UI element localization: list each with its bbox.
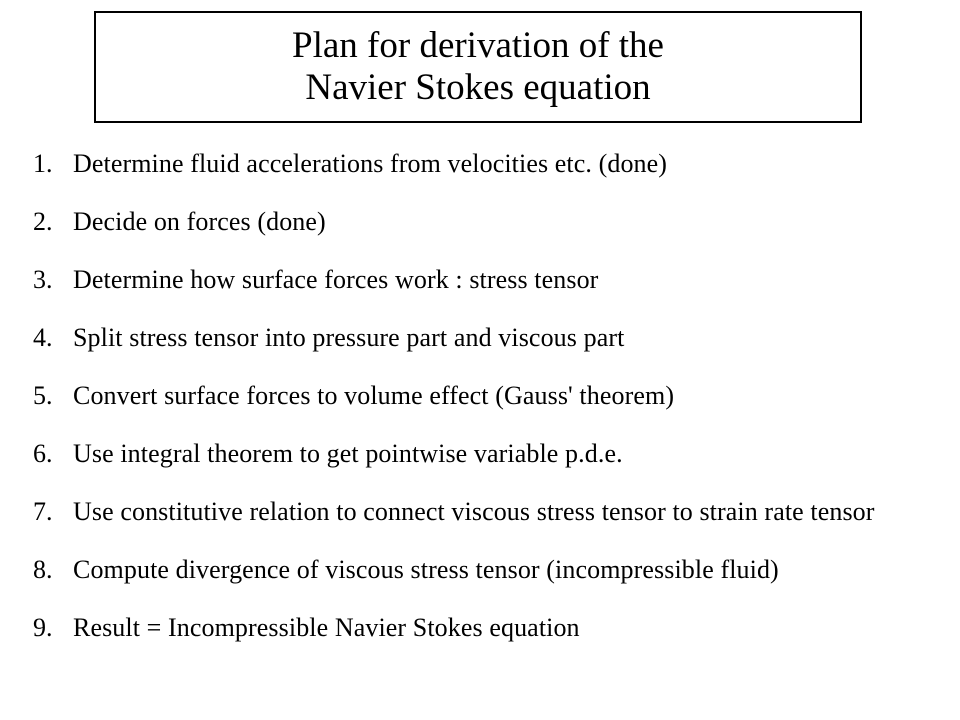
- step-item-8: [33, 555, 953, 584]
- step-number: 4.: [33, 323, 53, 352]
- step-number: 1.: [33, 149, 53, 178]
- step-item-2: [33, 207, 953, 236]
- step-number: 2.: [33, 207, 53, 236]
- step-item-3: [33, 265, 953, 294]
- title-line-2: Navier Stokes equation: [305, 67, 651, 108]
- step-text: Use integral theorem to get pointwise variable p.d.e.: [73, 439, 623, 468]
- step-text: Compute divergence of viscous stress tensor (incompressible fluid): [73, 555, 779, 584]
- title-line-1: Plan for derivation of the: [292, 25, 664, 66]
- step-item-5: [33, 381, 953, 410]
- step-text: Result = Incompressible Navier Stokes equation: [73, 613, 580, 642]
- step-item-1: [33, 149, 953, 178]
- step-text: Split stress tensor into pressure part and viscous part: [73, 323, 625, 352]
- step-number: 6.: [33, 439, 53, 468]
- step-number: 9.: [33, 613, 53, 642]
- step-list: [33, 149, 953, 642]
- step-text: Convert surface forces to volume effect (Gauss' theorem): [73, 381, 675, 410]
- step-number: 5.: [33, 381, 53, 410]
- step-item-9: [33, 613, 953, 642]
- title-box: [94, 11, 862, 123]
- step-text: Determine how surface forces work : stress tensor: [73, 265, 599, 294]
- step-number: 8.: [33, 555, 53, 584]
- step-item-7: [33, 497, 953, 526]
- step-text: Decide on forces (done): [73, 207, 326, 236]
- step-text: Use constitutive relation to connect viscous stress tensor to strain rate tensor: [73, 497, 875, 526]
- step-item-6: [33, 439, 953, 468]
- step-number: 7.: [33, 497, 53, 526]
- step-item-4: [33, 323, 953, 352]
- step-number: 3.: [33, 265, 53, 294]
- step-text: Determine fluid accelerations from velocities etc. (done): [73, 149, 668, 178]
